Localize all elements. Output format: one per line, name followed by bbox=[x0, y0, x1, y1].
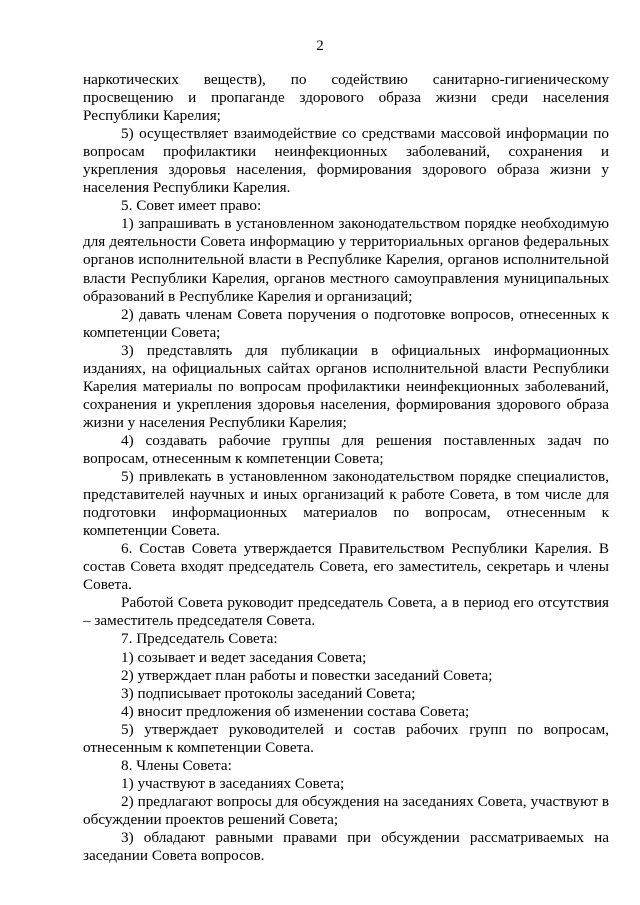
paragraph-item-5-media: 5) осуществляет взаимодействие со средствами массовой информации по вопросам профилактики неинфекционных заболеваний, сохранения и укрепления здоровья населения, формирования здорового образа жизни у населения Республики Карелия. bbox=[83, 125, 609, 197]
paragraph-right-5: 5) привлекать в установленном законодательством порядке специалистов, представителей научных и иных организаций к работе Совета, в том числе для подготовки информационных материалов по вопросам, отнесенным к компетенции Совета. bbox=[83, 468, 609, 540]
document-body bbox=[83, 71, 609, 865]
paragraph-chair-4: 4) вносит предложения об изменении состава Совета; bbox=[121, 702, 470, 720]
paragraph-members-1: 1) участвуют в заседаниях Совета; bbox=[121, 774, 345, 792]
paragraph-leadership: Работой Совета руководит председатель Совета, а в период его отсутствия – заместитель председателя Совета. bbox=[83, 594, 609, 630]
paragraph-right-4: 4) создавать рабочие группы для решения поставленных задач по вопросам, отнесенным к компетенции Совета; bbox=[83, 431, 609, 467]
paragraph-chair-3: 3) подписывает протоколы заседаний Совета; bbox=[121, 684, 416, 702]
paragraph-chair-1: 1) созывает и ведет заседания Совета; bbox=[121, 648, 367, 666]
section-6-composition: 6. Состав Совета утверждается Правительством Республики Карелия. В состав Совета входят председатель Совета, его заместитель, секретарь и члены Совета. bbox=[83, 540, 609, 594]
section-7-heading: 7. Председатель Совета: bbox=[121, 630, 278, 648]
paragraph-chair-5: 5) утверждает руководителей и состав рабочих групп по вопросам, отнесенным к компетенции Совета. bbox=[83, 720, 609, 756]
paragraph-right-2: 2) давать членам Совета поручения о подготовке вопросов, отнесенных к компетенции Совета; bbox=[83, 305, 609, 341]
paragraph-continuation: наркотических веществ), по содействию санитарно-гигиеническому просвещению и пропаганде здорового образа жизни среди населения Республики Карелия; bbox=[83, 71, 609, 125]
paragraph-right-3: 3) представлять для публикации в официальных информационных изданиях, на официальных сайтах органов исполнительной власти Республики Карелия материалы по вопросам профилактики неинфекционных заболеваний, сохранения и укрепления здоровья населения, формирования здорового образа жизни у населения Республики Карелия; bbox=[83, 341, 609, 431]
paragraph-right-1: 1) запрашивать в установленном законодательством порядке необходимую для деятельности Совета информацию у территориальных органов федеральных органов исполнительной власти в Республике Карелия, органов исполнительной власти Республики Карелия, органов местного самоуправления муниципальных образований в Республике Карелия и организаций; bbox=[83, 215, 609, 305]
section-8-heading: 8. Члены Совета: bbox=[121, 756, 232, 774]
section-5-heading: 5. Совет имеет право: bbox=[121, 197, 262, 215]
paragraph-members-3: 3) обладают равными правами при обсуждении рассматриваемых на заседании Совета вопросов. bbox=[83, 828, 609, 865]
paragraph-chair-2: 2) утверждает план работы и повестки заседаний Совета; bbox=[121, 666, 493, 684]
paragraph-members-2: 2) предлагают вопросы для обсуждения на заседаниях Совета, участвуют в обсуждении проектов решений Совета; bbox=[83, 792, 609, 828]
page-number: 2 bbox=[316, 38, 324, 54]
